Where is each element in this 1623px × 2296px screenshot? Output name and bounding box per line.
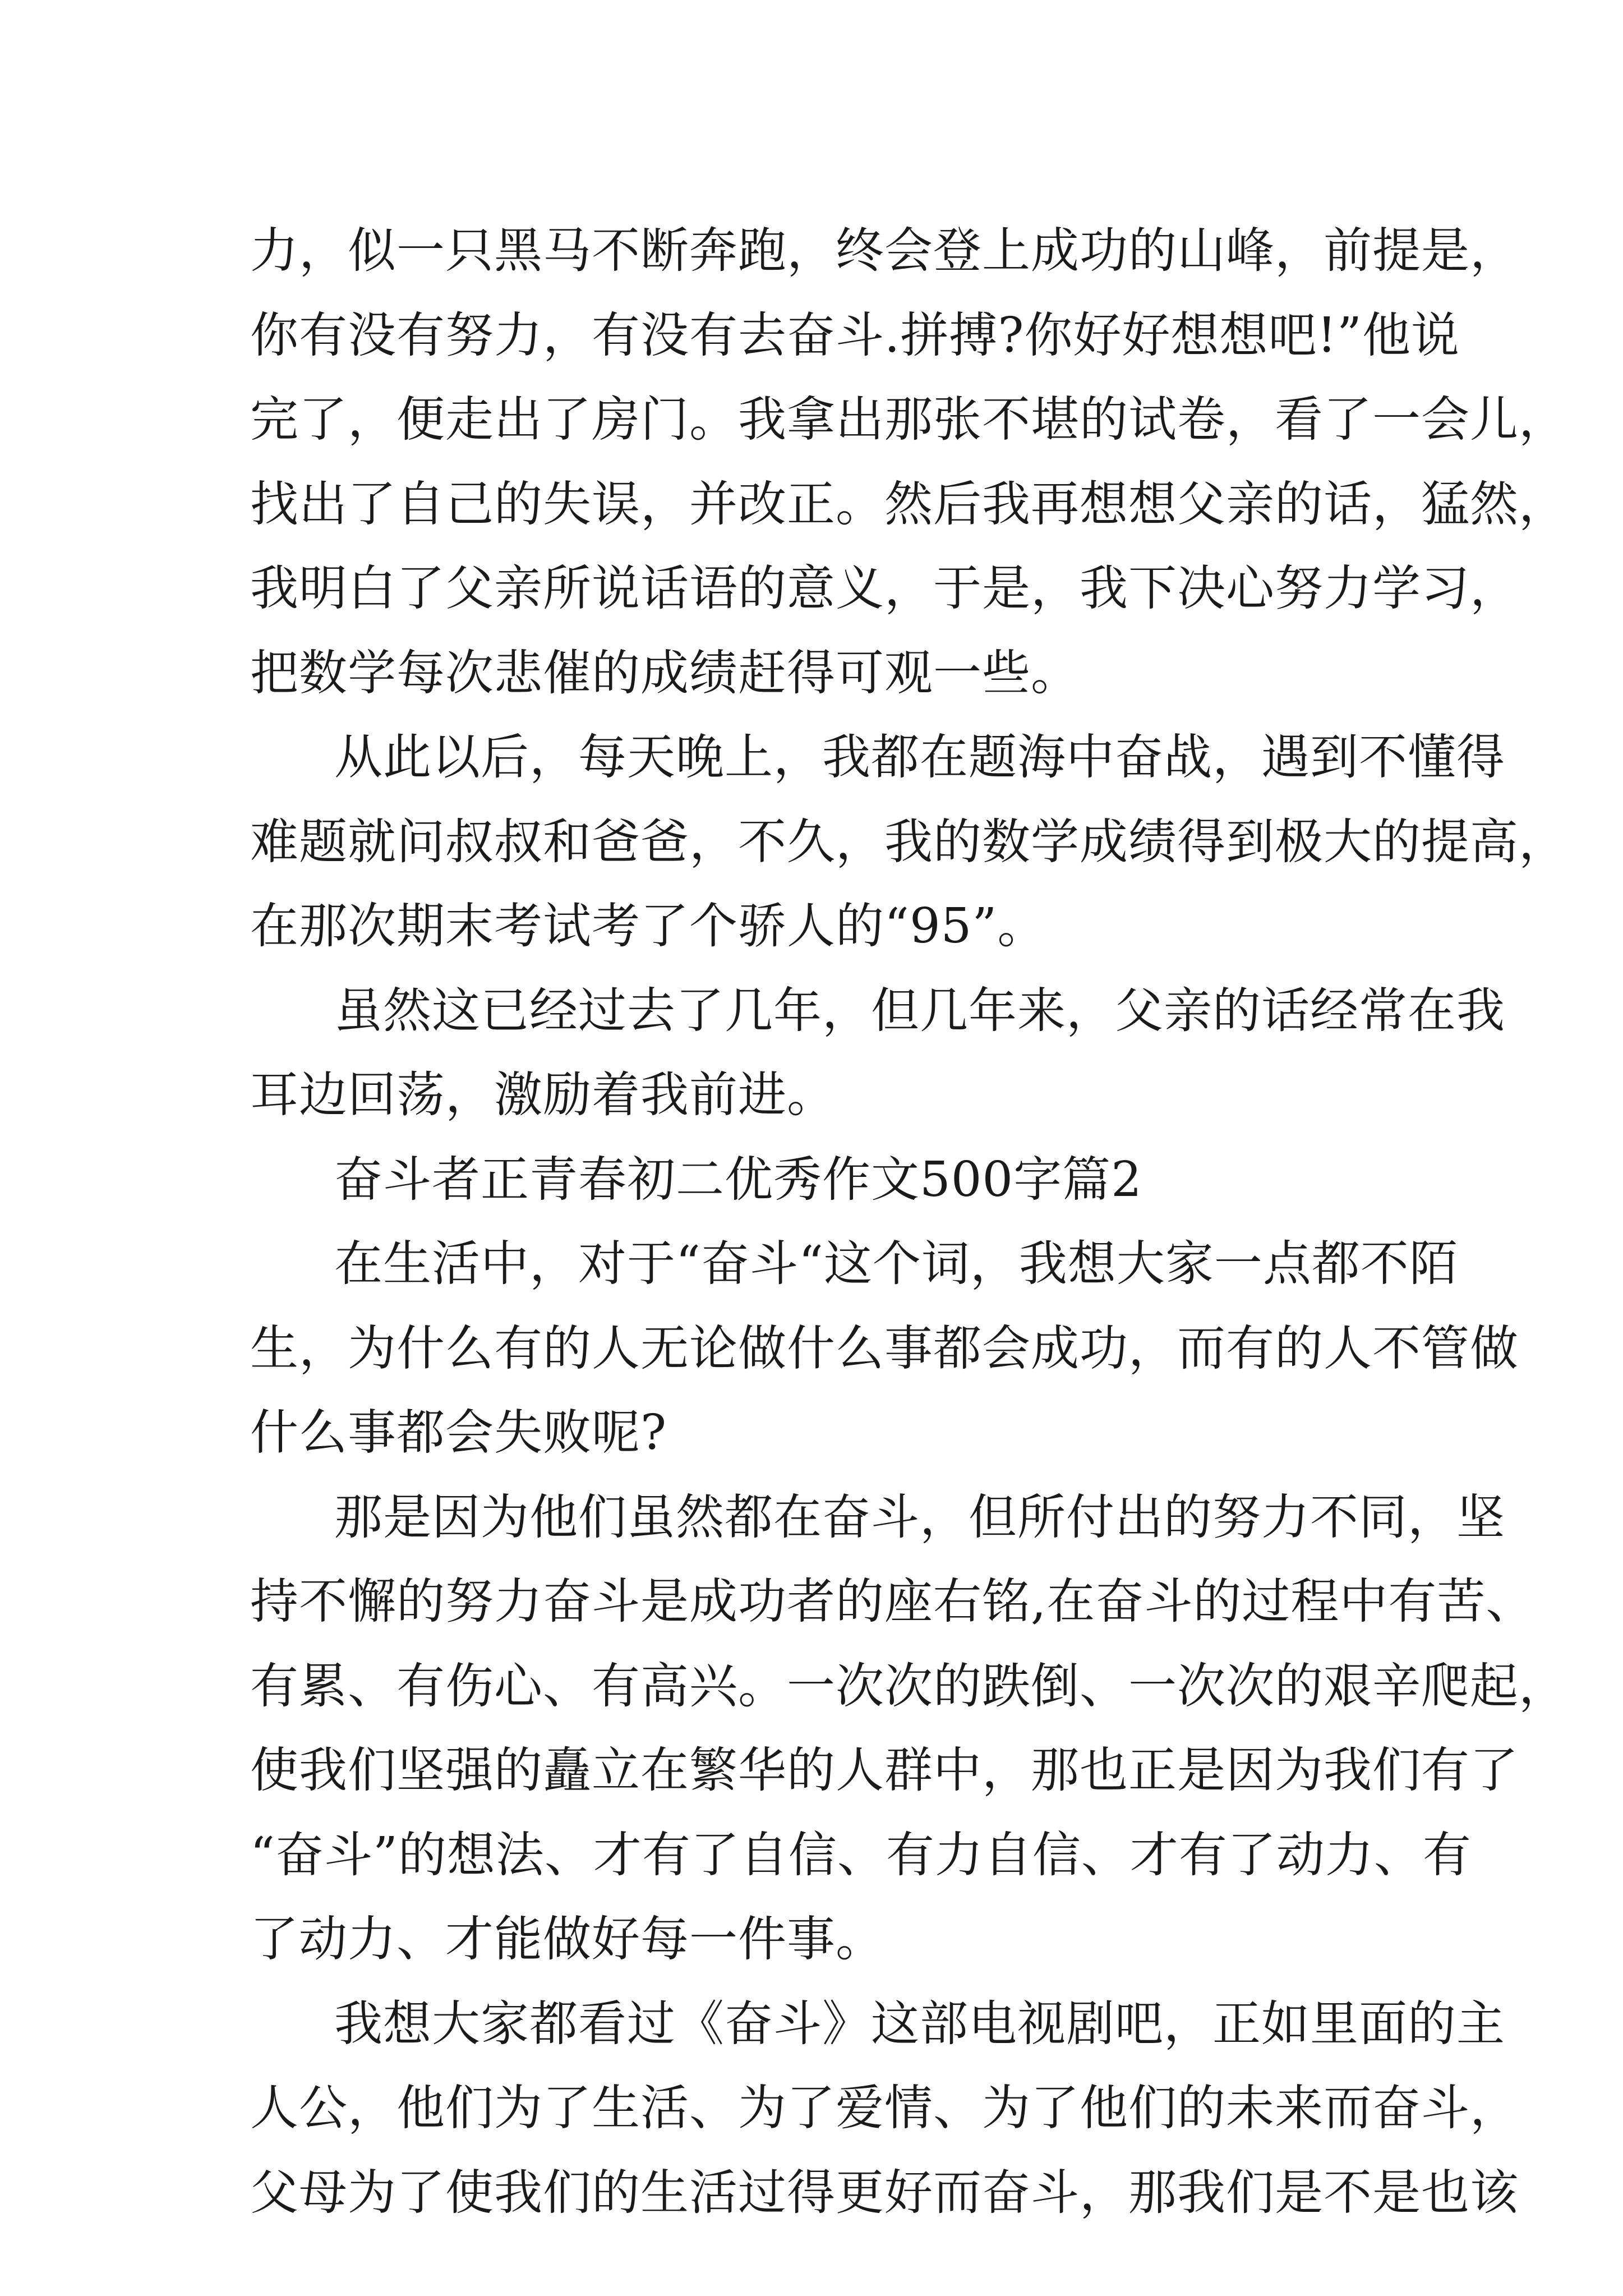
text-line: 有累、有伤心、有高兴。一次次的跌倒、一次次的艰辛爬起， (250, 1658, 1567, 1714)
text-line: 什么事都会失败呢? (250, 1405, 667, 1461)
text-line: 耳边回荡，激励着我前进。 (250, 1067, 836, 1123)
text-line: 人公，他们为了生活、为了爱情、为了他们的未来而奋斗， (250, 2080, 1519, 2136)
paragraph-first-line: 我想大家都看过《奋斗》这部电视剧吧，正如里面的主 (334, 1995, 1505, 2052)
text-line: 力，似一只黑马不断奔跑，终会登上成功的山峰，前提是， (250, 223, 1519, 279)
text-line: 你有没有努力，有没有去奋斗.拼搏?你好好想想吧!”他说 (250, 307, 1460, 364)
document-body (250, 209, 1567, 2235)
paragraph-first-line: 从此以后，每天晚上，我都在题海中奋战，遇到不懂得 (334, 729, 1505, 785)
text-line: 使我们坚强的矗立在繁华的人群中，那也正是因为我们有了 (250, 1742, 1519, 1798)
text-line: 在那次期末考试考了个骄人的“95”。 (250, 898, 1046, 954)
text-line: 完了，便走出了房门。我拿出那张不堪的试卷，看了一会儿， (250, 392, 1567, 448)
text-line: 把数学每次悲催的成绩赶得可观一些。 (250, 645, 1080, 701)
text-line: “奋斗”的想法、才有了自信、有力自信、才有了动力、有 (250, 1826, 1472, 1883)
paragraph-first-line: 那是因为他们虽然都在奋斗，但所付出的努力不同，坚 (334, 1489, 1505, 1545)
section-heading: 奋斗者正青春初二优秀作文500字篇2 (334, 1151, 1142, 1208)
text-line: 持不懈的努力奋斗是成功者的座右铭,在奋斗的过程中有苦、 (250, 1573, 1535, 1630)
text-line: 我明白了父亲所说话语的意义，于是，我下决心努力学习， (250, 560, 1519, 616)
text-line: 父母为了使我们的生活过得更好而奋斗，那我们是不是也该 (250, 2164, 1519, 2221)
text-line: 了动力、才能做好每一件事。 (250, 1911, 884, 1967)
paragraph-first-line: 在生活中，对于“奋斗“这个词，我想大家一点都不陌 (334, 1236, 1458, 1292)
text-line: 生，为什么有的人无论做什么事都会成功，而有的人不管做 (250, 1320, 1519, 1377)
text-line: 难题就问叔叔和爸爸，不久，我的数学成绩得到极大的提高， (250, 813, 1567, 870)
text-line: 找出了自己的失误，并改正。然后我再想想父亲的话，猛然， (250, 476, 1567, 532)
paragraph-first-line: 虽然这已经过去了几年，但几年来，父亲的话经常在我 (334, 982, 1505, 1039)
